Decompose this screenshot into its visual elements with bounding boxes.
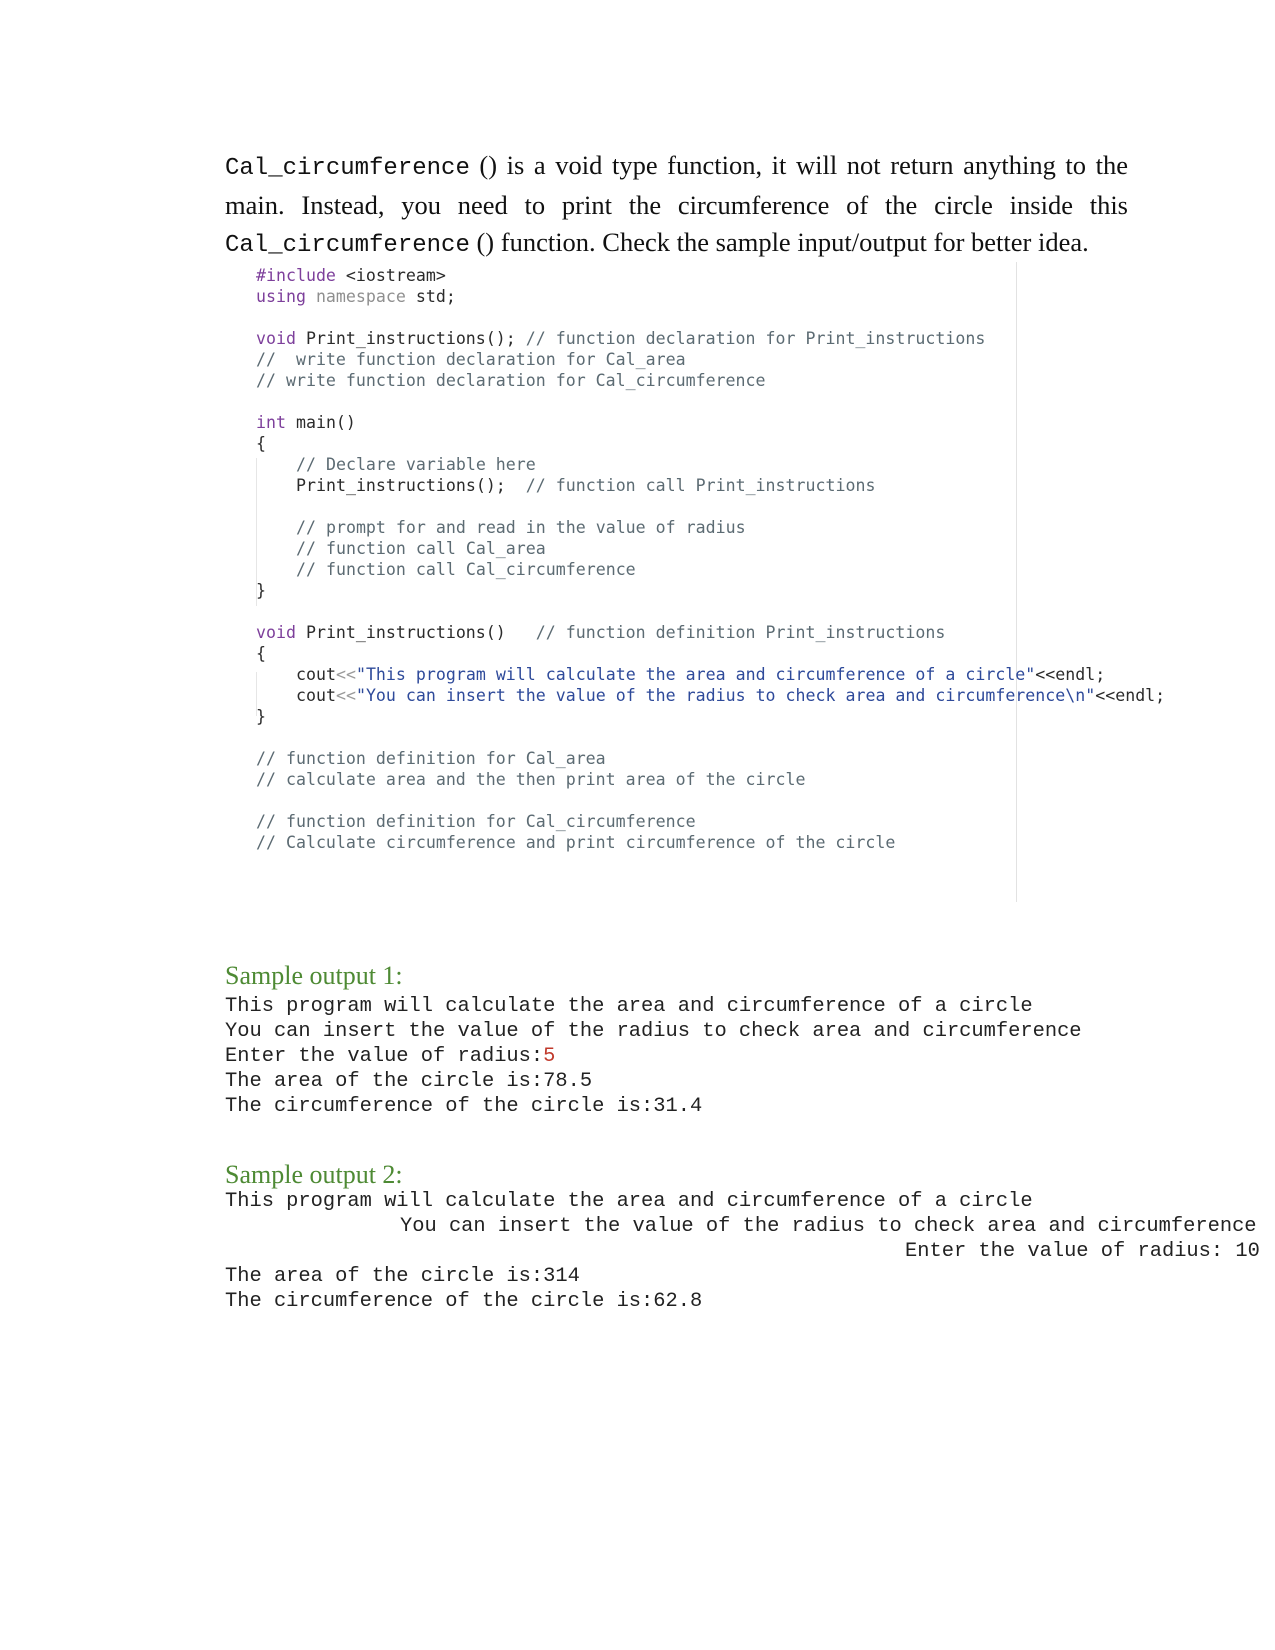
code-string: "This program will calculate the area and circumference of a circle" xyxy=(355,665,1036,684)
code-comment: // function call Print_instructions xyxy=(525,476,876,495)
code-comment: // Calculate circumference and print circumference of the circle xyxy=(256,833,896,852)
code-token: cout xyxy=(296,665,336,684)
code-brace: { xyxy=(256,644,266,663)
code-line-main xyxy=(256,412,356,433)
code-token: Print_instructions(); xyxy=(295,329,526,348)
code-string: "You can insert the value of the radius to check area and circumference\n" xyxy=(355,686,1096,705)
code-line-cout xyxy=(256,685,1165,706)
code-line-definition xyxy=(256,622,945,643)
intro-text-2: () function. Check the sample input/output for better idea. xyxy=(469,227,1089,257)
code-token: << xyxy=(335,686,356,705)
sample-output-line: This program will calculate the area and circumference of a circle xyxy=(225,1190,1033,1213)
intro-function-name-1: Cal_circumference xyxy=(225,155,470,182)
code-brace: { xyxy=(256,434,266,453)
code-token: main() xyxy=(285,413,356,432)
code-comment: // write function declaration for Cal_area xyxy=(256,350,686,369)
sample-output-line: The circumference of the circle is:31.4 xyxy=(225,1095,703,1118)
code-comment: // function call Cal_circumference xyxy=(296,560,636,579)
code-brace: } xyxy=(256,707,266,726)
sample-output-line: The circumference of the circle is:62.8 xyxy=(225,1290,703,1313)
sample-output-line xyxy=(225,1045,555,1069)
code-token: std; xyxy=(405,287,456,306)
sample-output-line: This program will calculate the area and circumference of a circle xyxy=(225,995,1033,1018)
code-comment: // prompt for and read in the value of radius xyxy=(296,518,746,537)
code-comment: // function call Cal_area xyxy=(296,539,546,558)
code-token: namespace xyxy=(305,287,406,306)
code-comment: // function definition for Cal_area xyxy=(256,749,606,768)
sample-output-line: You can insert the value of the radius to check area and circumference xyxy=(400,1215,1257,1238)
code-token: << xyxy=(335,665,356,684)
code-line-call xyxy=(256,475,875,496)
intro-paragraph xyxy=(225,147,1128,264)
intro-function-name-2: Cal_circumference xyxy=(225,232,470,259)
sample-output-2-heading: Sample output 2: xyxy=(225,1160,403,1189)
sample-output-line: Enter the value of radius: 10 xyxy=(905,1240,1260,1263)
code-comment: // function declaration for Print_instructions xyxy=(525,329,986,348)
code-comment: // function definition Print_instructions xyxy=(535,623,946,642)
code-token: <iostream> xyxy=(335,266,446,285)
code-comment: // function definition for Cal_circumference xyxy=(256,812,696,831)
code-line-cout xyxy=(256,664,1105,685)
code-token: #include xyxy=(256,266,336,285)
code-token: <<endl; xyxy=(1095,686,1166,705)
code-token: cout xyxy=(296,686,336,705)
code-brace: } xyxy=(256,581,266,600)
code-comment: // Declare variable here xyxy=(296,455,536,474)
user-input-value: 5 xyxy=(543,1045,556,1068)
code-token: Print_instructions() xyxy=(295,623,536,642)
code-token: void xyxy=(256,623,296,642)
code-comment: // calculate area and the then print area of the circle xyxy=(256,770,806,789)
code-token: using xyxy=(256,287,306,306)
sample-output-line: The area of the circle is:314 xyxy=(225,1265,580,1288)
intro-text-1: () is a void type function, it will not return anything to the main. Instead, you need to print the circumference of the circle inside this xyxy=(225,150,1128,220)
code-token: <<endl; xyxy=(1035,665,1106,684)
code-token: int xyxy=(256,413,286,432)
code-token: void xyxy=(256,329,296,348)
code-line-declaration xyxy=(256,328,985,349)
code-line-include xyxy=(256,265,446,286)
code-comment: // write function declaration for Cal_circumference xyxy=(256,371,766,390)
sample-output-1-heading: Sample output 1: xyxy=(225,961,403,990)
sample-output-line: The area of the circle is:78.5 xyxy=(225,1070,593,1093)
sample-output-line: You can insert the value of the radius to check area and circumference xyxy=(225,1020,1082,1043)
code-line-using xyxy=(256,286,456,307)
code-token: Print_instructions(); xyxy=(296,476,526,495)
prompt-text: Enter the value of radius: xyxy=(225,1045,544,1068)
